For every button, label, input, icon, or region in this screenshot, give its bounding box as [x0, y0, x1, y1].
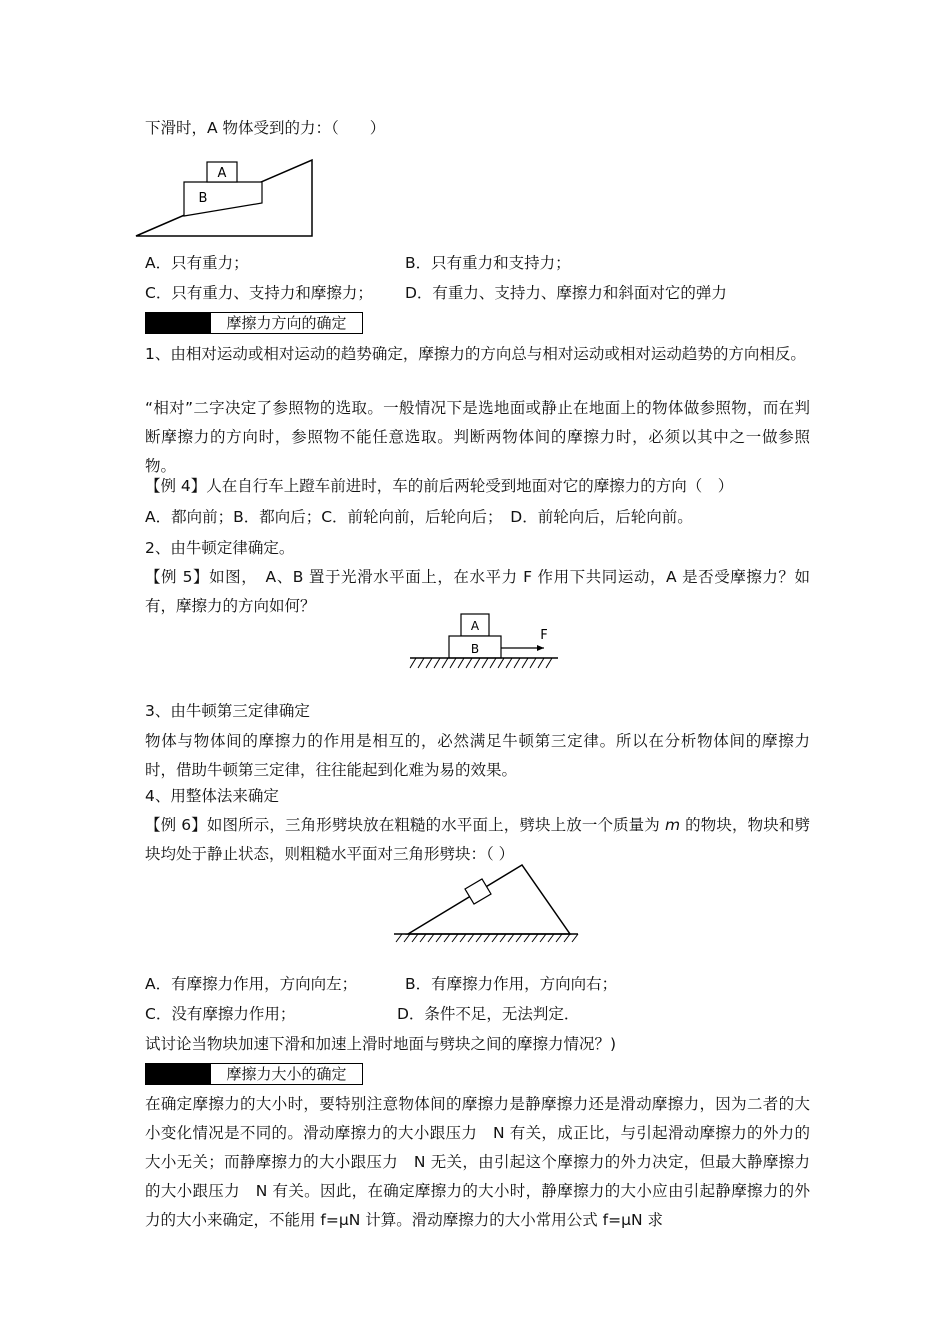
option-a: A．只有重力；	[145, 254, 249, 272]
option-b: B．有摩擦力作用，方向向右；	[405, 975, 618, 993]
question-intro: 下滑时，A 物体受到的力：（ ）	[145, 119, 386, 137]
paragraph-third-law: 3、由牛顿第三定律确定	[145, 702, 310, 720]
example-4-options: A．都向前；B．都向后；C．前轮向前，后轮向后； D．前轮向后，后轮向前。	[145, 508, 693, 526]
option-c: C．没有摩擦力作用；	[145, 1005, 296, 1023]
heading-block	[145, 1063, 211, 1085]
example-4: 【例 4】人在自行车上蹬车前进时，车的前后两轮受到地面对它的摩擦力的方向（ ）	[145, 477, 734, 495]
block-a-label: A	[470, 619, 480, 633]
example-6-followup: 试讨论当物块加速下滑和加速上滑时地面与劈块之间的摩擦力情况？)	[145, 1035, 617, 1053]
heading-block	[145, 312, 211, 334]
stacked-blocks-figure	[408, 608, 560, 674]
wedge-figure	[392, 862, 582, 944]
paragraph-mutual-friction: 物体与物体间的摩擦力的作用是相互的，必然满足牛顿第三定律。所以在分析物体间的摩擦力时，借助牛顿第三定律，往往能起到化难为易的效果。	[145, 732, 810, 779]
example-6-text-end: 的物块，物块和劈块均处于静止状态，则粗糙水平面对三角形劈块：（ ）	[145, 816, 810, 863]
section-title: 摩擦力大小的确定	[211, 1063, 363, 1085]
option-d: D．有重力、支持力、摩擦力和斜面对它的弹力	[405, 284, 727, 302]
paragraph-whole-method: 4、用整体法来确定	[145, 787, 279, 805]
section-heading-magnitude	[145, 1063, 363, 1085]
option-c: C．只有重力、支持力和摩擦力；	[145, 284, 373, 302]
block-b-label: B	[470, 642, 480, 656]
mass-symbol: m	[664, 816, 681, 834]
force-f-label: F	[540, 628, 548, 643]
section-heading-direction	[145, 312, 363, 334]
block-b-label: B	[198, 191, 208, 206]
section-title: 摩擦力方向的确定	[211, 312, 363, 334]
paragraph-reference-frame: “相对”二字决定了参照物的选取。一般情况下是选地面或静止在地面上的物体做参照物，而在判断摩擦力的方向时，参照物不能任意选取。判断两物体间的摩擦力时，必须以其中之一做参照物。	[145, 399, 810, 475]
example-6	[145, 811, 810, 869]
option-d: D．条件不足，无法判定．	[397, 1005, 580, 1023]
incline-figure	[134, 157, 318, 241]
block-a-label: A	[217, 166, 227, 181]
option-b: B．只有重力和支持力；	[405, 254, 571, 272]
paragraph-friction-magnitude: 在确定摩擦力的大小时，要特别注意物体间的摩擦力是静摩擦力还是滑动摩擦力，因为二者的大小变化情况是不同的。滑动摩擦力的大小跟压力 N 有关，成正比，与引起滑动摩擦力的外力的大小无关；而静摩擦力的大小跟压力 N 无关，由引起这个摩擦力的外力决定，但最大静摩擦力的大小跟压力 N 有关。因此，在确定摩擦力的大小时，静摩擦力的大小应由引起静摩擦力的外力的大小来确定，不能用 f=μN 计算。滑动摩擦力的大小常用公式 f=μN 求	[145, 1095, 810, 1229]
paragraph-newton-law: 2、由牛顿定律确定。	[145, 539, 295, 557]
example-5: 【例 5】如图， A、B 置于光滑水平面上，在水平力 F 作用下共同运动，A 是否受摩擦力？如有，摩擦力的方向如何？	[145, 568, 810, 615]
option-a: A．有摩擦力作用，方向向左；	[145, 975, 358, 993]
paragraph-relative-motion: 1、由相对运动或相对运动的趋势确定，摩擦力的方向总与相对运动或相对运动趋势的方向相反。	[145, 345, 806, 363]
example-6-text: 【例 6】如图所示，三角形劈块放在粗糙的水平面上，劈块上放一个质量为	[145, 816, 665, 834]
